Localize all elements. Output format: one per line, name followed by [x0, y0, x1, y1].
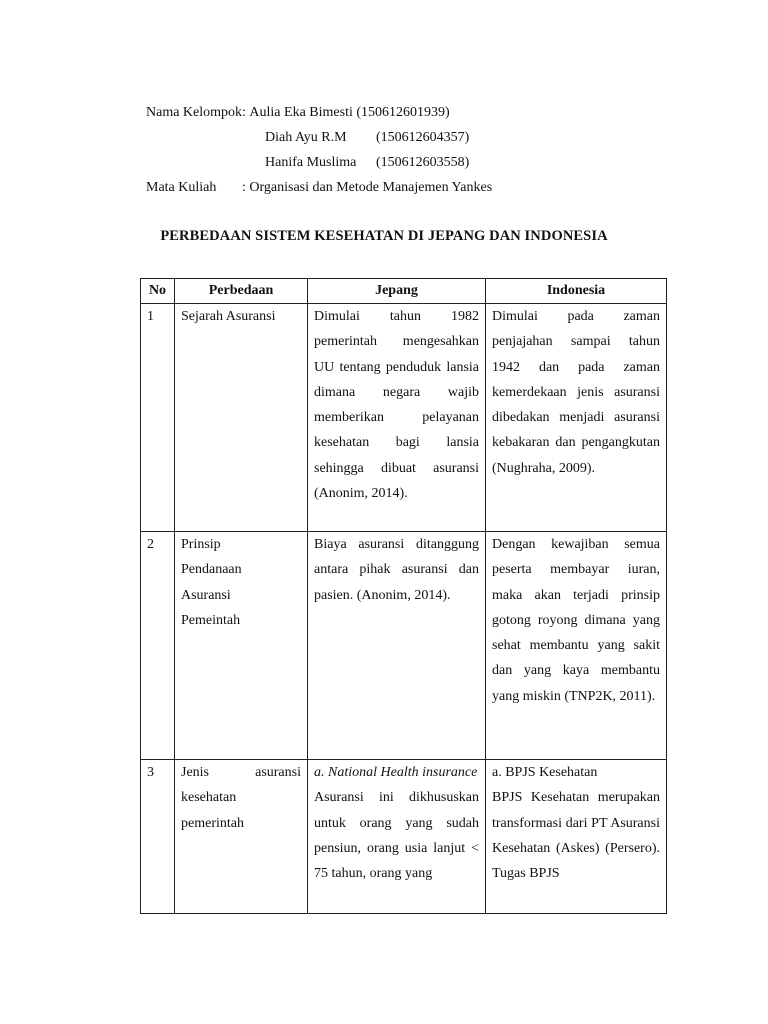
- table-row: [141, 532, 667, 760]
- cell-jepang: Biaya asuransi ditanggung antara pihak asuransi dan pasien. (Anonim, 2014).: [308, 532, 486, 760]
- cell-perbedaan: Sejarah Asuransi: [175, 304, 308, 532]
- indonesia-subheading: a. BPJS Kesehatan: [492, 765, 598, 780]
- column-header-perbedaan: Perbedaan: [175, 279, 308, 304]
- course-value: : Organisasi dan Metode Manajemen Yankes: [242, 180, 493, 195]
- table-row: [141, 304, 667, 532]
- comparison-table: [140, 278, 667, 914]
- page-title: PERBEDAAN SISTEM KESEHATAN DI JEPANG DAN INDONESIA: [160, 228, 608, 244]
- table-row: [141, 760, 667, 914]
- column-header-no: No: [141, 279, 175, 304]
- member-row-1: [146, 100, 492, 125]
- course-label: Mata Kuliah: [146, 180, 217, 195]
- jepang-text: Asuransi ini dikhususkan untuk orang yang sudah pensiun, orang usia lanjut < 75 tahun, orang yang: [314, 790, 479, 882]
- table-header-row: [141, 279, 667, 304]
- cell-no: 3: [141, 760, 175, 914]
- member-nim: (150612601939): [356, 105, 450, 120]
- member-name: Hanifa Muslima: [265, 155, 357, 170]
- member-nim: (150612604357): [376, 130, 470, 145]
- cell-no: 1: [141, 304, 175, 532]
- member-name: Aulia Eka Bimesti: [249, 105, 353, 120]
- column-header-indonesia: Indonesia: [486, 279, 667, 304]
- jepang-subheading: a. National Health insurance: [314, 765, 478, 780]
- member-name: Diah Ayu R.M: [265, 130, 347, 145]
- cell-jepang: [308, 760, 486, 914]
- indonesia-text: BPJS Kesehatan merupakan transformasi dari PT Asuransi Kesehatan (Askes) (Persero). Tugas BPJS: [492, 790, 660, 882]
- cell-indonesia: Dimulai pada zaman penjajahan sampai tahun 1942 dan pada zaman kemerdekaan jenis asuransi dibedakan menjadi asuransi kebakaran dan pengangkutan (Nughraha, 2009).: [486, 304, 667, 532]
- cell-perbedaan: Prinsip Pendanaan Asuransi Pemeintah: [175, 532, 308, 760]
- group-info: [146, 100, 492, 200]
- column-header-jepang: Jepang: [308, 279, 486, 304]
- member-row-2: [146, 125, 492, 150]
- group-name-label: Nama Kelompok:: [146, 105, 246, 120]
- cell-jepang: Dimulai tahun 1982 pemerintah mengesahkan UU tentang penduduk lansia dimana negara wajib memberikan pelayanan kesehatan bagi lansia sehingga dibuat asuransi (Anonim, 2014).: [308, 304, 486, 532]
- course-row: [146, 175, 492, 200]
- cell-no: 2: [141, 532, 175, 760]
- cell-perbedaan: Jenis asuransi kesehatan pemerintah: [175, 760, 308, 914]
- cell-indonesia: Dengan kewajiban semua peserta membayar iuran, maka akan terjadi prinsip gotong royong dimana yang sehat membantu yang sakit dan yang kaya membantu yang miskin (TNP2K, 2011).: [486, 532, 667, 760]
- cell-indonesia: [486, 760, 667, 914]
- member-row-3: [146, 150, 492, 175]
- member-nim: (150612603558): [376, 155, 470, 170]
